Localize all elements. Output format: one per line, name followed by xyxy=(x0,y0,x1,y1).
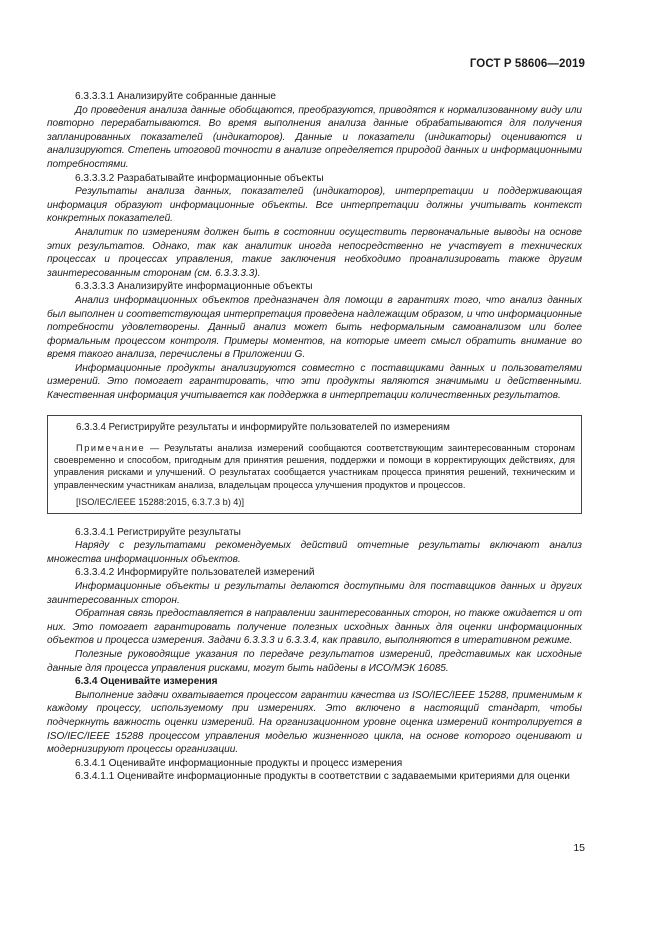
requirement-box xyxy=(47,415,582,514)
paragraph: До проведения анализа данные обобщаются, преобразуются, приводятся к нормализованному виду или повторно перерабатываются. Во время выполнения анализа данные обрабатываются для получения запланированных показателей (индикаторов). Данные и показатели (индикаторы) оцениваются и анализируются. Степень итоговой точности в анализе определяется природой данных и информационными потребностями. xyxy=(47,104,582,170)
paragraph: Выполнение задачи охватывается процессом гарантии качества из ISO/IEC/IEEE 15288, применимым к каждому процессу, используемому при измерениях. Это включено в настоящий стандарт, чтобы подчеркнуть важность оценки измерений. На организационном уровне оценка измерений контролируется в ISO/IEC/IEEE 15288 процессом управления моделью жизненного цикла, на основе которого оценивают и модернизируют процессы организации. xyxy=(47,689,582,756)
document-body xyxy=(47,90,582,784)
page-number: 15 xyxy=(573,842,585,854)
paragraph: 6.3.3.3.1 Анализируйте собранные данные xyxy=(75,91,277,102)
note-text: — Результаты анализа измерений сообщаются соответствующим заинтересованным сторонам своевременно и способом, пригодным для принятия решения, поддержки и помощи в корректирующих действиях, для управления рисками и улучшений. О результатах сообщается участникам процесса принятия решений, техническим и управленческим участникам анализа, владельцам процесса улучшения продуктов и процессов. xyxy=(54,442,575,490)
section-bottom xyxy=(47,526,582,784)
paragraph: Наряду с результатами рекомендуемых действий отчетные результаты включают анализ множества информационных объектов. xyxy=(47,540,582,565)
paragraph: 6.3.4.1 Оценивайте информационные продукты и процесс измерения xyxy=(75,757,403,769)
paragraph: Информационные продукты анализируются совместно с поставщиками данных и пользователями измерений. Это помогает гарантировать, что эти продукты являются значимыми и действенными. Качественная информация учитывается как поддержка в интерпретации количественных результатов. xyxy=(47,362,582,402)
paragraph: 6.3.3.3.3 Анализируйте информационные объекты xyxy=(75,281,313,293)
note-label: Примечание xyxy=(76,442,146,453)
paragraph: 6.3.4.1.1 Оценивайте информационные продукты в соответствии с задаваемыми критериями для оценки xyxy=(75,771,570,783)
paragraph: 6.3.3.3.2 Разрабатывайте информационные объекты xyxy=(75,172,324,184)
section-heading: 6.3.4 Оценивайте измерения xyxy=(75,676,218,688)
paragraph: 6.3.3.4.2 Информируйте пользователей измерений xyxy=(75,567,315,579)
box-title: 6.3.3.4 Регистрируйте результаты и информируйте пользователей по измерениям xyxy=(76,421,450,433)
paragraph: Обратная связь предоставляется в направлении заинтересованных сторон, но также ожидается и от них. Это помогает гарантировать получение полезных исходных данных для оценки информационных объектов и процесса измерения. Задачи 6.3.3.3 и 6.3.3.4, как правило, выполняются в итеративном режиме. xyxy=(47,608,582,647)
paragraph: 6.3.3.4.1 Регистрируйте результаты xyxy=(75,526,241,538)
box-note xyxy=(54,442,575,492)
section-top xyxy=(47,90,582,403)
paragraph: Анализ информационных объектов предназначен для помощи в гарантиях того, что анализ данных был выполнен и соответствующая интерпретация проведена надлежащим образом, и что информационные потребности удовлетворены. Данный анализ может быть неформальным самоанализом или более формальным процессом контроля. Примеры моментов, на которые имеет смысл обратить внимание во время такого анализа, перечислены в Приложении G. xyxy=(47,294,582,361)
paragraph: Результаты анализа данных, показателей (индикаторов), интерпретации и поддерживающая информация образуют информационные объекты. Все интерпретации должны учитывать контекст конкретных показателей. xyxy=(47,186,582,225)
document-header: ГОСТ Р 58606—2019 xyxy=(469,58,585,70)
paragraph: Полезные руководящие указания по передаче результатов измерений, представимых как исходные данные для процесса управления рисками, могут быть найдены в ИСО/МЭК 16085. xyxy=(47,649,582,674)
box-reference: [ISO/IEC/IEEE 15288:2015, 6.3.7.3 b) 4)] xyxy=(76,497,245,508)
paragraph: Информационные объекты и результаты делаются доступными для поставщиков данных и других заинтересованных сторон. xyxy=(47,581,582,606)
paragraph: Аналитик по измерениям должен быть в состоянии осуществить первоначальные выводы на основе этих результатов. Однако, так как аналитик иногда непосредственно не участвует в технических процессах и процессах управления, такие заключения необходимо проанализировать также другим заинтересованным сторонам (см. 6.3.3.3.3). xyxy=(47,226,582,279)
